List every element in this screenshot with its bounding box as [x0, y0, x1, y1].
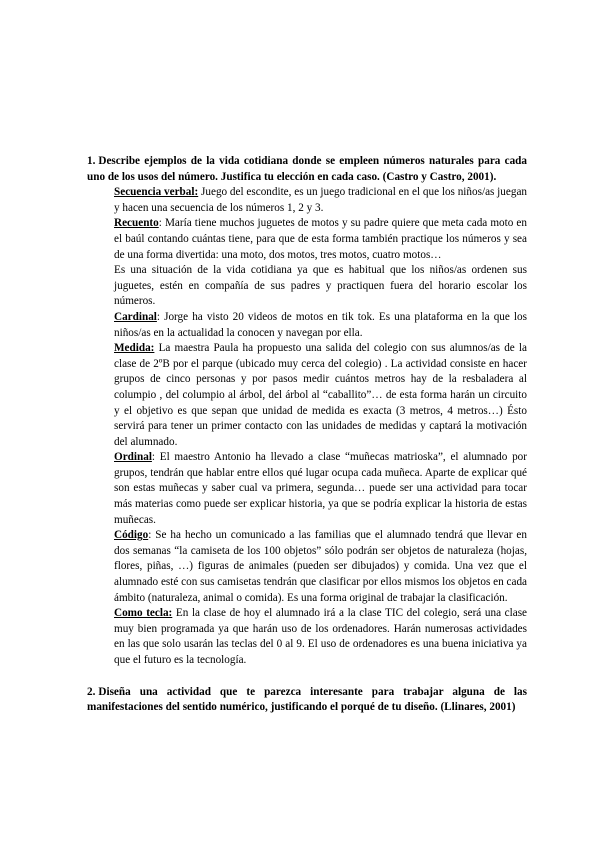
document-content [87, 154, 527, 716]
section-term: Como tecla: [114, 607, 173, 620]
section-cardinal [114, 310, 527, 341]
section-text: Juego del escondite, es un juego tradicional en el que los niños/as juegan y hacen una secuencia de los números 1, 2 y 3. [114, 186, 528, 214]
section-term: Código [114, 529, 149, 542]
section-ordinal [114, 450, 527, 528]
question-2-text: Diseña una actividad que te parezca interesante para trabajar alguna de las manifestaciones del sentido numérico, justificando el porqué de tu diseño. (Llinares, 2001) [87, 685, 527, 714]
section-recuento-justification: Es una situación de la vida cotidiana ya que es habitual que los niños/as ordenen sus juguetes, estén en compañía de sus padres y practiquen fuera del horario escolar los números. [114, 264, 527, 308]
section-term: Ordinal [114, 451, 152, 464]
section-text: : Jorge ha visto 20 videos de motos en tik tok. Es una plataforma en la que los niños/as en la actualidad la conocen y navegan por ella. [114, 310, 527, 339]
section-secuencia-verbal [114, 185, 527, 216]
question-1-text: Describe ejemplos de la vida cotidiana donde se empleen números naturales para cada uno de los usos del número. Justifica tu elección en cada caso. (Castro y Castro, 2001). [87, 155, 527, 183]
section-term: Secuencia verbal: [114, 186, 199, 199]
section-medida [114, 341, 527, 450]
section-text: : El maestro Antonio ha llevado a clase “muñecas matrioska”, el alumnado por grupos, tendrán que hablar entre ellos qué lugar ocupa cada muñeca. Aparte de explicar qué son estas muñecas y saber cual va primera, segunda… puede ser una actividad para tocar más materias como puede ser explicar historia, ya que se podría explicar la historia de estas muñecas. [114, 451, 527, 526]
section-text: La maestra Paula ha propuesto una salida del colegio con sus alumnos/as de la clase de 2ºB por el parque (ubicado muy cerca del colegio) . La actividad consiste en hacer grupos de cinco personas y por pasos medir cuántos metros hay de la resbaladera al columpio , del columpio al árbol, del árbol al “caballito”… de esta forma harán un circuito y el objetivo es que sepan que unidad de medida es exacta (3 metros, 4 metros…) Ésto servirá para tener un primer contacto con las unidades de medidas y captará la motivación del alumnado. [114, 342, 527, 448]
section-term: Cardinal [114, 310, 157, 323]
section-como-tecla [114, 606, 527, 668]
question-2 [87, 685, 527, 716]
section-recuento [114, 216, 527, 263]
section-term: Medida: [114, 342, 155, 355]
question-2-number: 2. [87, 685, 96, 698]
section-text: : María tiene muchos juguetes de motos y su padre quiere que meta cada moto en el baúl contando cuántas tiene, para que de esta forma también practique los números y sea de una forma divertida: una moto, dos motos, tres motos, cuatro motos… [114, 217, 527, 261]
question-1 [87, 154, 527, 185]
section-text: En la clase de hoy el alumnado irá a la clase TIC del colegio, será una clase muy bien programada ya que harán uso de los ordenadores. Harán numerosas actividades en las que solo usarán las teclas del 0 al 9. El uso de ordenadores es una buena iniciativa ya que el futuro es la tecnología. [114, 607, 528, 666]
section-term: Recuento [114, 217, 159, 230]
section-text: : Se ha hecho un comunicado a las familias que el alumnado tendrá que llevar en dos semanas “la camiseta de los 100 objetos” sólo podrán ser objetos de naturaleza (hojas, flores, piñas, …) figuras de animales (pueden ser dibujados) y comida. Una vez que el alumnado esté con sus camisetas tendrán que clasificar por ellos mismos los objetos en cada ámbito (naturaleza, animal o comida). Es una forma original de trabajar la clasificación. [114, 529, 527, 604]
section-codigo [114, 528, 527, 606]
question-1-number: 1. [87, 155, 96, 167]
